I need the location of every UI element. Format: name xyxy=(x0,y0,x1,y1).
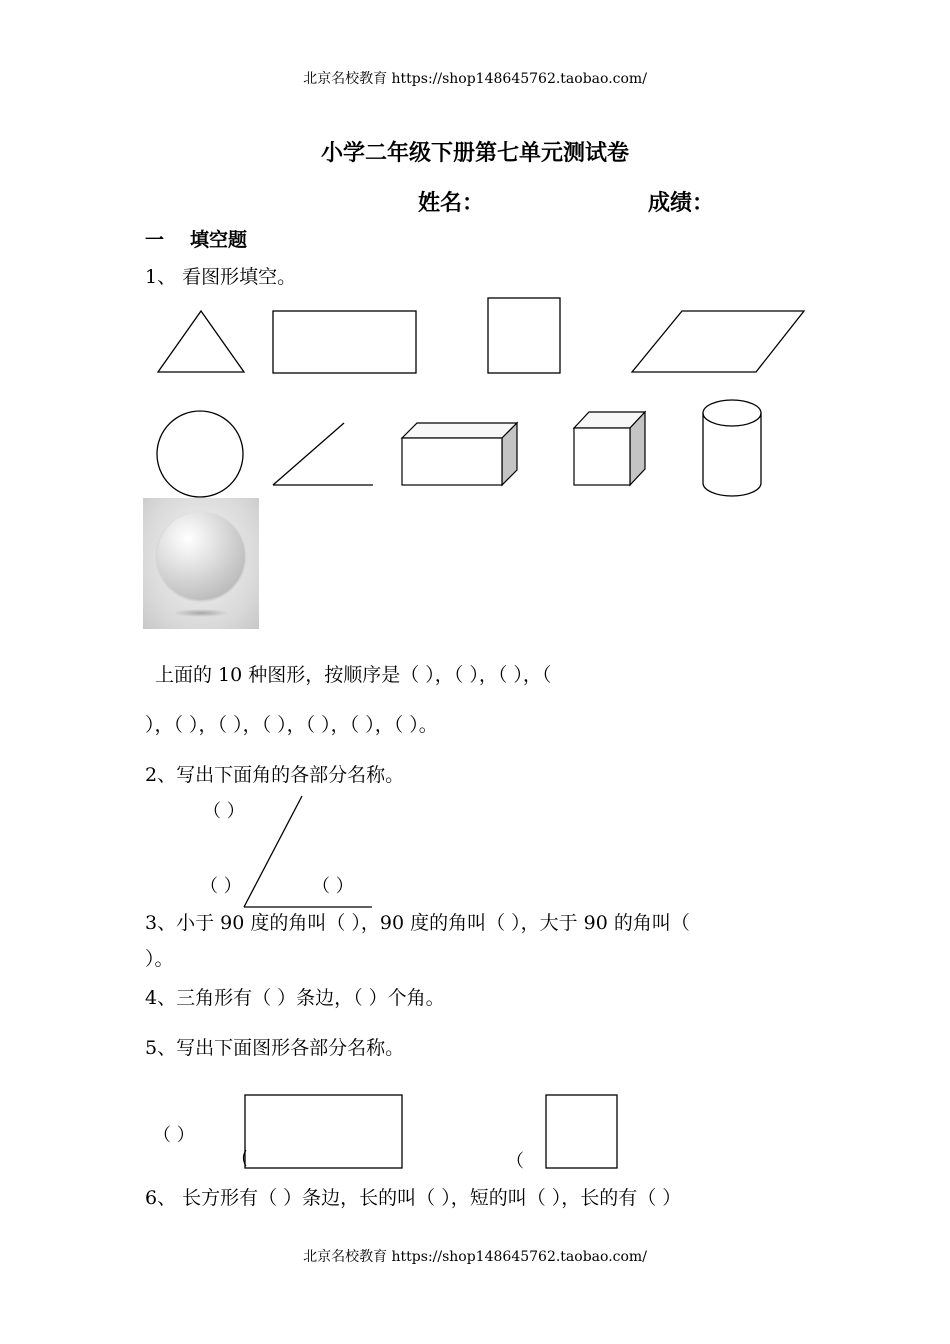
q2-label-vertex: （ ） xyxy=(200,876,242,897)
page-footer: 北京名校教育 https://shop148645762.taobao.com/ xyxy=(303,1249,647,1265)
q6-text: 6、 长方形有（ ）条边，长的叫（ ），短的叫（ ），长的有（ ） xyxy=(145,1187,682,1209)
q5-label-right: （ xyxy=(506,1151,524,1172)
q2-prompt: 2、写出下面角的各部分名称。 xyxy=(145,764,405,786)
page-title: 小学二年级下册第七单元测试卷 xyxy=(320,140,629,166)
score-label: 成绩： xyxy=(648,190,715,216)
section-title: 填空题 xyxy=(190,229,248,251)
square-shape xyxy=(488,298,560,373)
sphere-image xyxy=(143,498,259,629)
q4-text: 4、三角形有（ ）条边，（ ）个角。 xyxy=(145,987,445,1009)
cylinder-shape xyxy=(703,400,761,496)
cube-shape xyxy=(574,412,645,485)
q5-label-left: （ ） xyxy=(153,1125,195,1146)
sphere-shadow xyxy=(173,609,229,617)
cuboid-shape xyxy=(402,423,517,485)
section-number: 一 xyxy=(145,229,165,251)
parallelogram-shape xyxy=(632,311,804,372)
q3-line-1: 3、小于 90 度的角叫（ ），90 度的角叫（ ），大于 90 的角叫（ xyxy=(145,912,690,934)
q1-answer-line-1: 上面的 10 种图形，按顺序是（ ），（ ），（ ），（ xyxy=(155,664,552,686)
page-header: 北京名校教育 https://shop148645762.taobao.com/ xyxy=(303,71,647,87)
q5-prompt: 5、写出下面图形各部分名称。 xyxy=(145,1037,405,1059)
q2-label-top: （ ） xyxy=(203,801,245,822)
sphere-ball xyxy=(157,512,245,600)
triangle-shape xyxy=(158,311,244,372)
q1-prompt: 1、 看图形填空。 xyxy=(145,266,297,288)
rectangle-shape xyxy=(273,311,416,373)
q1-answer-line-2: ），（ ），（ ），（ ），（ ），（ ），（ ）。 xyxy=(145,714,438,736)
angle-shape xyxy=(273,423,373,485)
q5-square xyxy=(546,1095,617,1168)
circle-shape xyxy=(157,411,243,497)
q2-label-side: （ ） xyxy=(312,876,354,897)
name-label: 姓名： xyxy=(418,190,485,216)
q5-rectangle xyxy=(245,1095,402,1168)
q3-line-2: ）。 xyxy=(145,948,174,970)
